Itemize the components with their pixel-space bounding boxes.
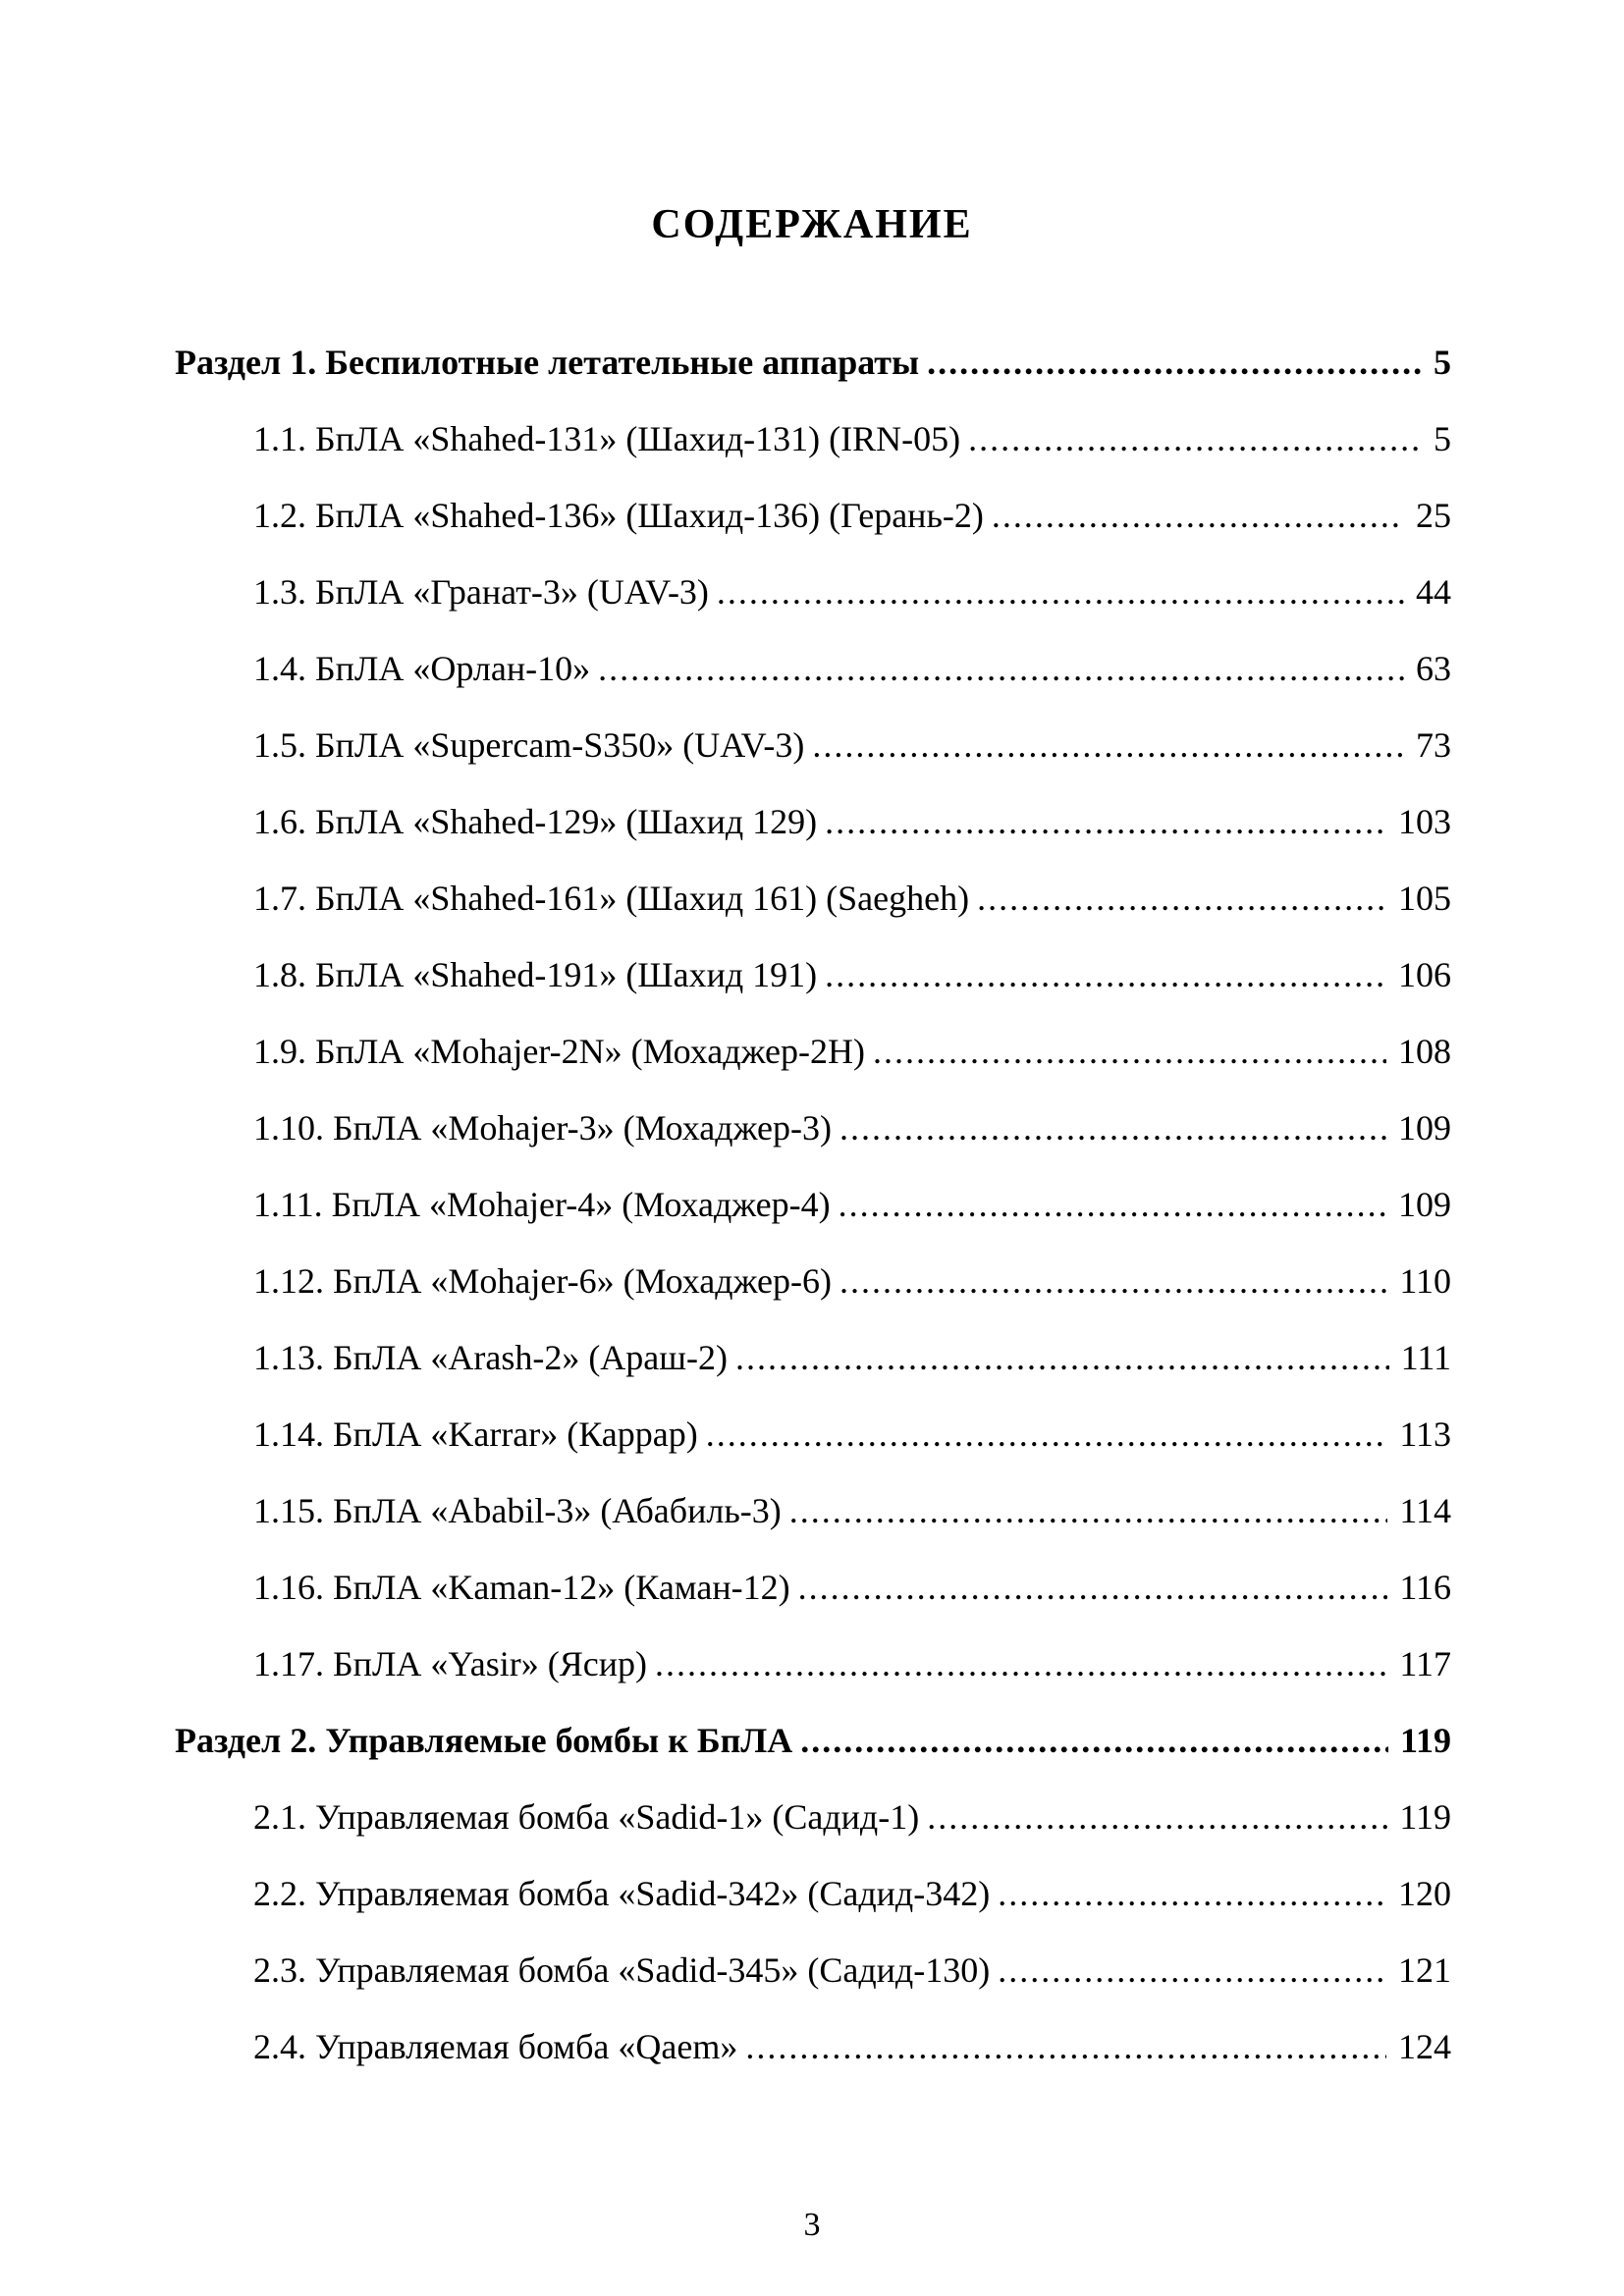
toc-entry [175,1626,1451,1702]
toc-entry [175,1702,1451,1779]
toc-dot-leader [998,1932,1386,2008]
toc-dot-leader [798,1549,1388,1626]
toc-dot-leader [873,1013,1386,1090]
toc-entry [175,2008,1451,2085]
toc-entry-label: 1.9. БпЛА «Mohajer-2N» (Мохаджер-2Н) [253,1032,865,1071]
toc-entry [175,1396,1451,1472]
toc-page-number: 73 [1416,725,1451,765]
toc-entry [175,1013,1451,1090]
toc-page-number: 105 [1398,879,1451,918]
table-of-contents [175,324,1451,2085]
toc-dot-leader [735,1319,1389,1396]
toc-page-number: 106 [1398,955,1451,994]
toc-entry [175,707,1451,783]
toc-page-number: 108 [1398,1032,1451,1071]
toc-dot-leader [977,860,1386,936]
toc-page-number: 63 [1416,649,1451,688]
toc-dot-leader [800,1702,1388,1779]
toc-page-number: 110 [1399,1261,1451,1301]
toc-dot-leader [825,936,1386,1013]
toc-entry [175,1472,1451,1549]
toc-page-number: 111 [1400,1338,1451,1377]
toc-entry [175,554,1451,630]
toc-entry [175,1090,1451,1166]
toc-page-number: 119 [1399,1721,1451,1760]
page-title: СОДЕРЖАНИЕ [651,202,973,247]
toc-entry [175,936,1451,1013]
toc-entry-label: 1.10. БпЛА «Mohajer-3» (Мохаджер-3) [253,1108,832,1148]
toc-page-number: 25 [1416,496,1451,535]
toc-entry [175,324,1451,400]
toc-page-number: 5 [1434,419,1451,458]
toc-entry [175,1932,1451,2008]
toc-dot-leader [927,1779,1387,1855]
toc-entry-label: 1.12. БпЛА «Mohajer-6» (Мохаджер-6) [253,1261,832,1301]
toc-entry-label: 1.3. БпЛА «Гранат-3» (UAV-3) [253,572,709,612]
toc-entry-label: 1.1. БпЛА «Shahed-131» (Шахид-131) (IRN-05) [253,419,961,458]
toc-entry [175,1243,1451,1319]
toc-entry [175,1319,1451,1396]
toc-entry-label: 1.13. БпЛА «Arash-2» (Араш-2) [253,1338,728,1377]
toc-page-number: 121 [1398,1950,1451,1990]
toc-dot-leader [655,1626,1387,1702]
toc-entry-label: 1.14. БпЛА «Karrar» (Каррар) [253,1415,698,1454]
toc-dot-leader [706,1396,1388,1472]
toc-entry [175,477,1451,554]
toc-page-number: 5 [1434,343,1451,382]
toc-entry [175,1779,1451,1855]
toc-entry-label: 1.4. БпЛА «Орлан-10» [253,649,591,688]
toc-entry [175,400,1451,477]
toc-page-number: 113 [1399,1415,1451,1454]
toc-entry-label: Раздел 2. Управляемые бомбы к БпЛА [175,1721,793,1760]
toc-entry-label: 2.1. Управляемая бомба «Sadid-1» (Садид-1) [253,1797,920,1837]
toc-page-number: 119 [1399,1797,1451,1837]
toc-entry [175,630,1451,707]
toc-page-number: 120 [1398,1874,1451,1913]
toc-dot-leader [992,477,1404,554]
toc-page-number: 103 [1398,802,1451,841]
toc-entry-label: 1.7. БпЛА «Shahed-161» (Шахид 161) (Saegheh) [253,879,970,918]
toc-entry-label: 1.11. БпЛА «Mohajer-4» (Мохаджер-4) [253,1185,831,1224]
toc-page-number: 109 [1398,1108,1451,1148]
toc-entry-label: 1.17. БпЛА «Yasir» (Ясир) [253,1644,647,1683]
toc-entry [175,1549,1451,1626]
toc-page-number: 117 [1399,1644,1451,1683]
toc-entry [175,860,1451,936]
toc-entry-label: 1.5. БпЛА «Supercam-S350» (UAV-3) [253,725,805,765]
toc-entry [175,783,1451,860]
toc-dot-leader [598,630,1404,707]
toc-page-number: 116 [1399,1568,1451,1607]
toc-dot-leader [839,1243,1387,1319]
toc-entry-label: 1.8. БпЛА «Shahed-191» (Шахид 191) [253,955,818,994]
toc-dot-leader [745,2008,1386,2085]
toc-entry-label: 1.15. БпЛА «Ababil-3» (Абабиль-3) [253,1491,782,1530]
toc-page-number: 114 [1399,1491,1451,1530]
toc-entry-label: 1.6. БпЛА «Shahed-129» (Шахид 129) [253,802,818,841]
toc-entry-label: 1.16. БпЛА «Kaman-12» (Каман-12) [253,1568,790,1607]
toc-page-number: 44 [1416,572,1451,612]
toc-page-number: 109 [1398,1185,1451,1224]
toc-dot-leader [717,554,1404,630]
toc-dot-leader [998,1855,1386,1932]
toc-dot-leader [839,1166,1386,1243]
toc-entry-label: 2.2. Управляемая бомба «Sadid-342» (Садид-342) [253,1874,991,1913]
toc-dot-leader [839,1090,1386,1166]
toc-entry [175,1855,1451,1932]
toc-entry-label: 1.2. БпЛА «Shahed-136» (Шахид-136) (Герань-2) [253,496,984,535]
toc-entry-label: 2.4. Управляемая бомба «Qaem» [253,2027,738,2066]
toc-entry [175,1166,1451,1243]
toc-dot-leader [968,400,1422,477]
toc-dot-leader [927,324,1422,400]
toc-dot-leader [812,707,1404,783]
toc-dot-leader [825,783,1386,860]
toc-entry-label: 2.3. Управляемая бомба «Sadid-345» (Садид-130) [253,1950,991,1990]
toc-page-number: 124 [1398,2027,1451,2066]
footer-page-number: 3 [803,2207,821,2243]
toc-entry-label: Раздел 1. Беспилотные летательные аппараты [175,343,920,382]
toc-dot-leader [789,1472,1388,1549]
